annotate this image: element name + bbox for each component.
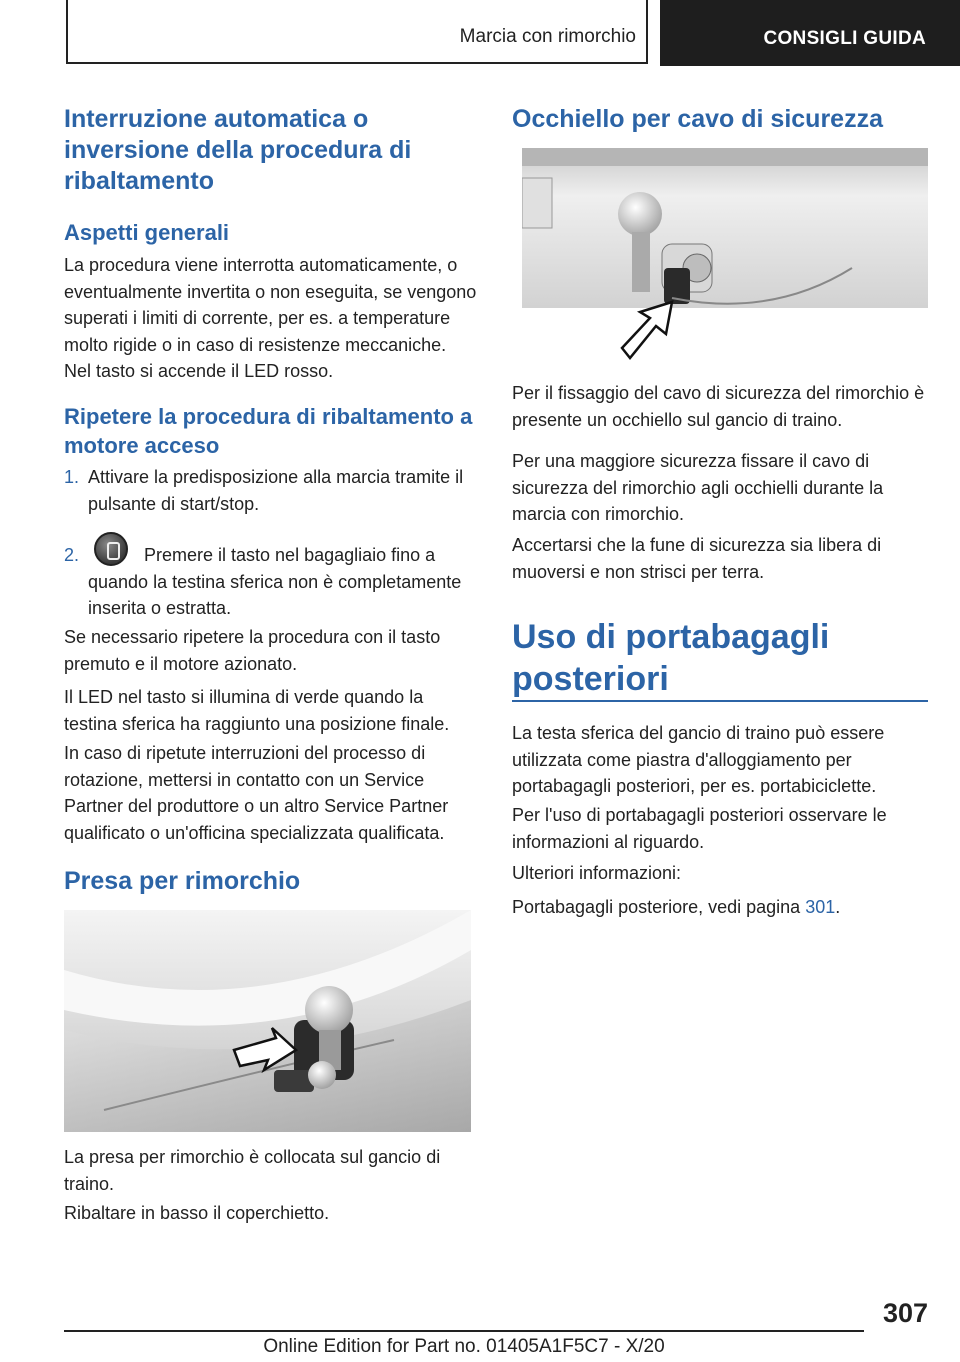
heading-interruzione: Interruzione automatica o inversione della procedura di ribaltamento <box>64 105 412 195</box>
paragraph-uso-testa-sferica: La testa sferica del gancio di traino può essere utilizzata come piastra d'alloggiamento per portabagagli posteriori, per es. portabiciclette. <box>512 723 885 796</box>
paragraph-occhiello-sicurezza: Per una maggiore sicurezza fissare il cavo di sicurezza del rimorchio agli occhielli durante la marcia con rimorchio. <box>512 451 884 524</box>
paragraph-led-verde: Il LED nel tasto si illumina di verde quando la testina sferica ha raggiunto una posizione finale. <box>64 687 450 734</box>
reference-text: Portabagagli posteriore, vedi pagina <box>512 897 806 917</box>
step-text: Premere il tasto nel bagagliaio fino a quando la testina sferica non è completamente inserita o estratta. <box>88 545 462 618</box>
paragraph-presa-collocata: La presa per rimorchio è collocata sul gancio di traino. <box>64 1147 441 1194</box>
paragraph-ribaltare-coperchietto: Ribaltare in basso il coperchietto. <box>64 1203 330 1223</box>
reference-suffix: . <box>835 897 841 917</box>
list-item-step-2 <box>64 532 477 616</box>
heading-ripetere-procedura: Ripetere la procedura di ribaltamento a motore acceso <box>64 404 473 458</box>
page-link-301[interactable]: 301 <box>805 897 836 917</box>
header-section-title: Marcia con rimorchio <box>459 26 636 47</box>
heading-presa-rimorchio: Presa per rimorchio <box>64 867 301 895</box>
list-item-step-1 <box>64 464 477 520</box>
paragraph-uso-osservare: Per l'uso di portabagagli posteriori osservare le informazioni al riguardo. <box>512 805 887 852</box>
heading-occhiello: Occhiello per cavo di sicurezza <box>512 105 883 133</box>
paragraph-se-necessario: Se necessario ripetere la procedura con il tasto premuto e il motore azionato. <box>64 627 441 674</box>
heading-uso-portabagagli: Uso di portabagagli posteriori <box>512 618 830 698</box>
step-number: 1. <box>64 467 80 487</box>
paragraph-aspetti-generali: La procedura viene interrotta automaticamente, o eventualmente invertita o non eseguita, se vengono superati i limiti di corrente, per es. a temperature molto rigide o in caso di resistenze meccaniche. Nel tasto si accende il LED rosso. <box>64 255 477 381</box>
paragraph-occhiello-fune: Accertarsi che la fune di sicurezza sia libera di muoversi e non strisci per terra. <box>512 535 882 582</box>
heading-aspetti-generali: Aspetti generali <box>64 220 230 245</box>
footer-divider <box>64 1330 864 1332</box>
header-chapter-title: CONSIGLI GUIDA <box>763 28 926 49</box>
paragraph-ulteriori-informazioni: Ulteriori informazioni: <box>512 863 682 883</box>
page-number: 307 <box>882 1298 928 1328</box>
paragraph-occhiello-fissaggio: Per il fissaggio del cavo di sicurezza del rimorchio è presente un occhiello sul gancio di traino. <box>512 383 925 430</box>
footer-edition: Online Edition for Part no. 01405A1F5C7 - X/20 <box>263 1336 665 1357</box>
paragraph-riferimento-pagina <box>512 894 928 921</box>
step-text: Attivare la predisposizione alla marcia tramite il pulsante di start/stop. <box>88 467 464 514</box>
figure-safety-cable-eyelet <box>522 148 928 368</box>
figure-trailer-socket <box>64 910 471 1132</box>
paragraph-ripetute-interruzioni: In caso di ripetute interruzioni del processo di rotazione, mettersi in contatto con un Service Partner del produttore o un altro Service Partner qualificato o un'officina specializzata qualificata. <box>64 743 449 843</box>
heading-underline <box>512 700 928 702</box>
step-number: 2. <box>64 545 80 565</box>
